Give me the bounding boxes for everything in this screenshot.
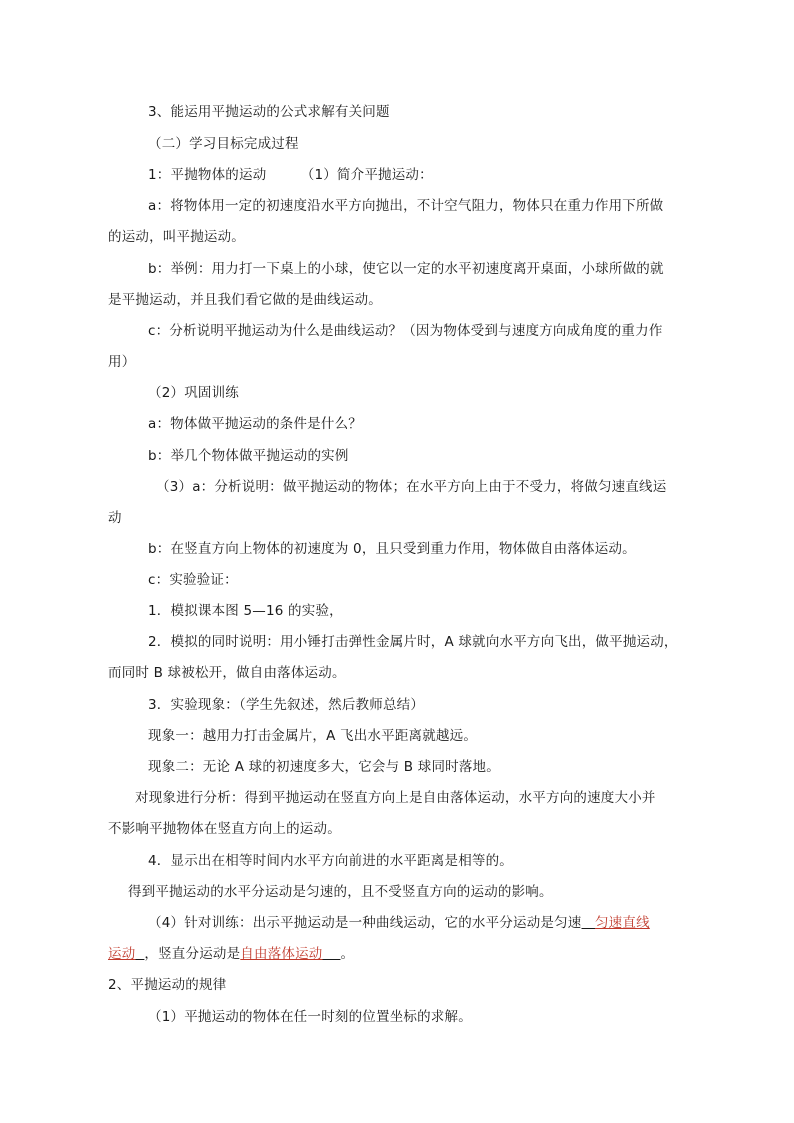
practice-b: b：举几个物体做平抛运动的实例: [148, 448, 349, 464]
objective-3: 3、能运用平抛运动的公式求解有关问题: [148, 104, 390, 120]
blank-gap: [582, 915, 595, 931]
analysis-a-line1: （3）a：分析说明：做平抛运动的物体；在水平方向上由于不受力，将做匀速直线运: [156, 479, 667, 495]
analysis-c: c：实验验证：: [148, 572, 238, 588]
experiment-1: 1．模拟课本图 5—16 的实验，: [148, 603, 343, 619]
phenomenon-1: 现象一：越用力打击金属片，A 飞出水平距离就越远。: [148, 728, 478, 744]
section-heading-process: （二）学习目标完成过程: [148, 136, 299, 152]
training-vertical-text: ，竖直分运动是: [144, 946, 241, 962]
practice-heading: （2）巩固训练: [148, 385, 239, 401]
conclusion: 得到平抛运动的水平分运动是匀速的，且不受竖直方向的运动的影响。: [128, 884, 553, 900]
paragraph-a-line2: 的运动，叫平抛运动。: [108, 229, 245, 245]
analysis-b: b：在竖直方向上物体的初速度为 0，且只受到重力作用，物体做自由落体运动。: [148, 541, 636, 557]
answer-horizontal: 匀速直线: [594, 915, 650, 931]
training-line2: [108, 945, 354, 963]
experiment-2-line2: 而同时 B 球被松开，做自由落体运动。: [108, 665, 346, 681]
paragraph-c-line2: 用）: [108, 354, 136, 370]
training-line1: [148, 914, 650, 932]
practice-a: a：物体做平抛运动的条件是什么？: [148, 416, 362, 432]
phenomenon-2: 现象二：无论 A 球的初速度多大，它会与 B 球同时落地。: [148, 759, 500, 775]
phenomenon-analysis-line2: 不影响平抛物体在竖直方向上的运动。: [108, 821, 341, 837]
answer-horizontal-cont: 运动: [108, 946, 136, 962]
topic-1-heading: 1：平抛物体的运动 （1）简介平抛运动：: [148, 167, 433, 183]
experiment-2-line1: 2．模拟的同时说明：用小锤打击弹性金属片时，A 球就向水平方向飞出，做平抛运动，: [148, 634, 678, 650]
analysis-a-line2: 动: [108, 510, 122, 526]
experiment-3: 3．实验现象：（学生先叙述，然后教师总结）: [148, 697, 425, 713]
paragraph-b-line2: 是平抛运动，并且我们看它做的是曲线运动。: [108, 292, 382, 308]
sentence-end: 。: [340, 946, 355, 962]
experiment-4: 4．显示出在相等时间内水平方向前进的水平距离是相等的。: [148, 853, 513, 869]
paragraph-c-line1: c：分析说明平抛运动为什么是曲线运动？（因为物体受到与速度方向成角度的重力作: [148, 323, 663, 339]
answer-vertical: 自由落体运动: [240, 946, 323, 962]
paragraph-a-line1: a：将物体用一定的初速度沿水平方向抛出，不计空气阻力，物体只在重力作用下所做: [148, 198, 664, 214]
blank-gap: [323, 946, 341, 962]
training-prompt: （4）针对训练：出示平抛运动是一种曲线运动，它的水平分运动是匀速: [148, 915, 582, 931]
section-2-heading: 2、平抛运动的规律: [108, 977, 227, 993]
paragraph-b-line1: b：举例：用力打一下桌上的小球，使它以一定的水平初速度离开桌面，小球所做的就: [148, 261, 664, 277]
phenomenon-analysis-line1: 对现象进行分析：得到平抛运动在竖直方向上是自由落体运动，水平方向的速度大小并: [135, 790, 656, 806]
law-1: （1）平抛运动的物体在任一时刻的位置坐标的求解。: [148, 1009, 472, 1025]
